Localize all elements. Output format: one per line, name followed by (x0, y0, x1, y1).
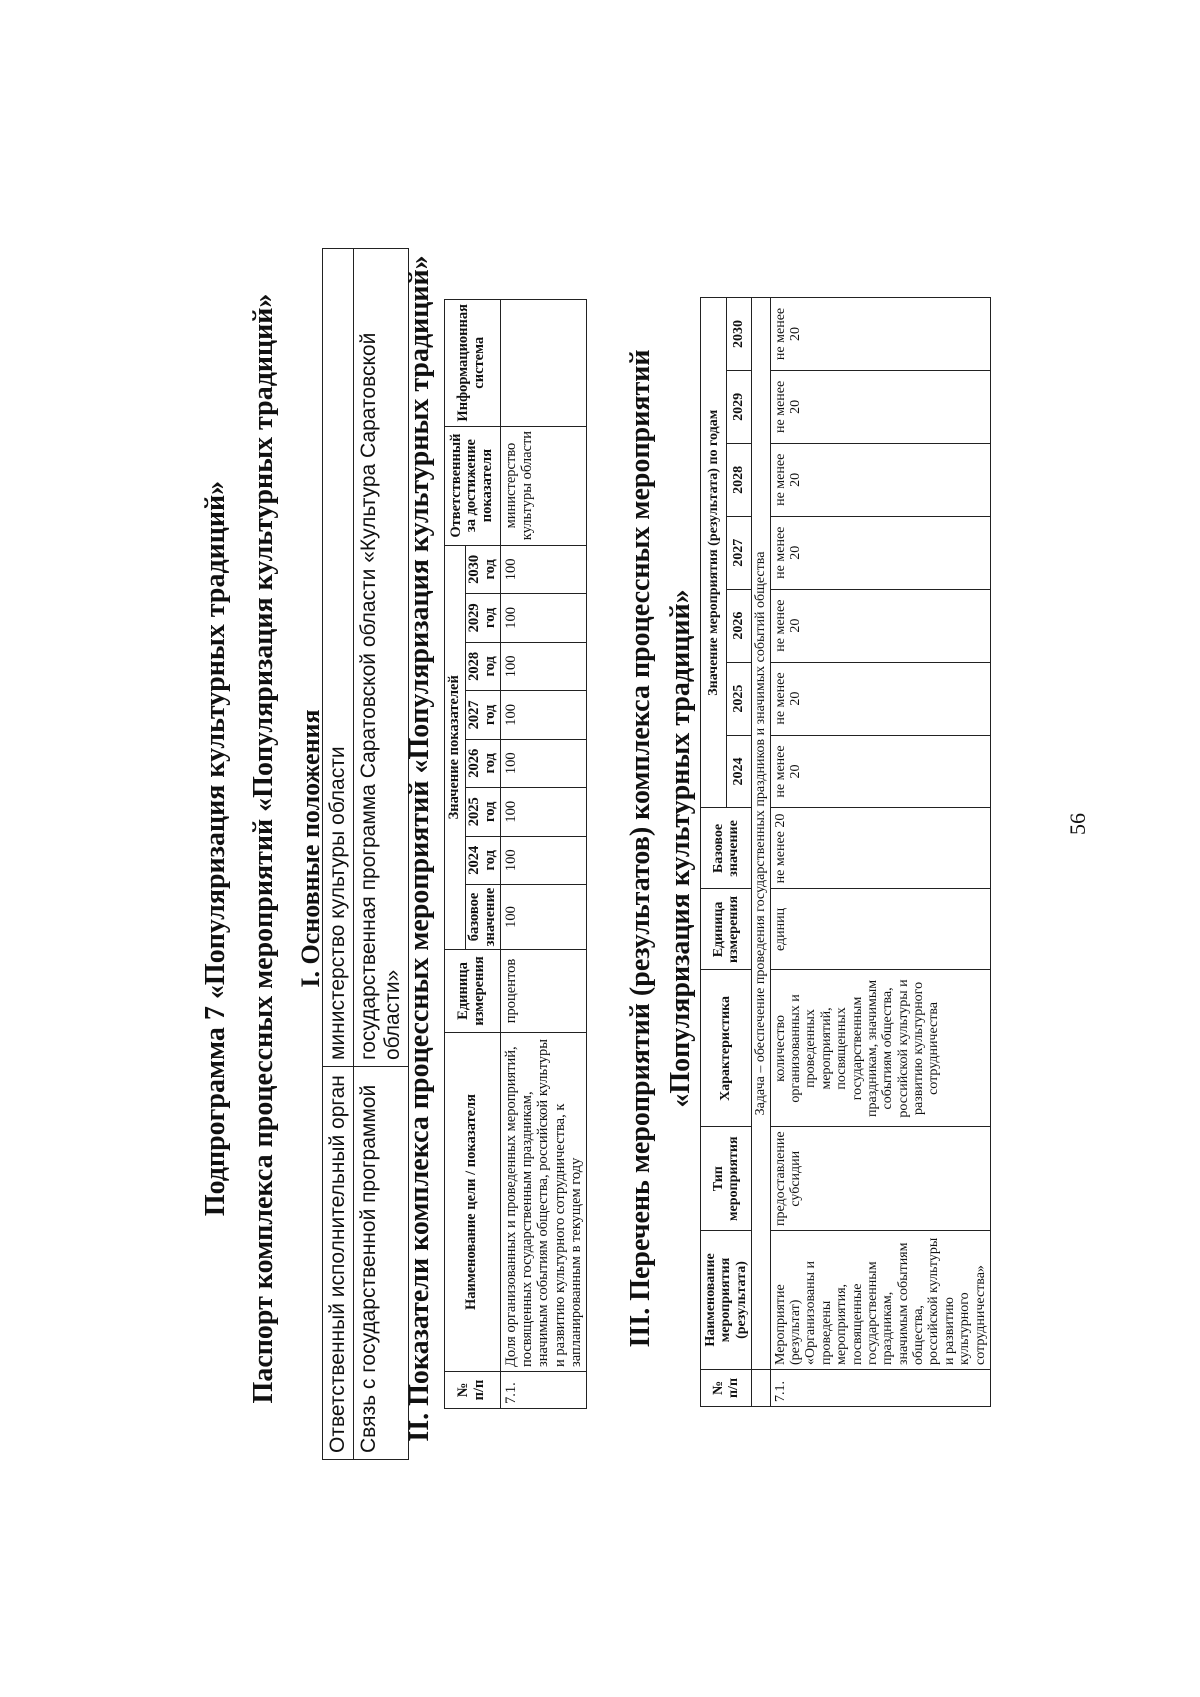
indicator-year-value: 100 (500, 545, 586, 594)
col-year-header: 2024 год (465, 836, 500, 884)
row-num: 7.1. (770, 1370, 990, 1407)
col-characteristic-header: Характеристика (701, 970, 752, 1127)
col-base-header: Базовое значение (701, 808, 752, 889)
col-year-header: 2028 (726, 443, 752, 516)
col-year-header: 2030 год (465, 545, 500, 594)
col-year-header: 2028 год (465, 642, 500, 690)
row-num: 7.1. (500, 1372, 586, 1409)
col-name-header: Наименование мероприятия (результата) (701, 1231, 752, 1370)
indicator-year-value: 100 (500, 739, 586, 787)
main-provisions-table (322, 248, 409, 1460)
table-row (500, 300, 586, 1409)
col-name-header: Наименование цели / показателя (445, 1033, 501, 1372)
activity-year-value: не менее 20 (770, 370, 990, 443)
section1-heading: I. Основные положения (296, 709, 325, 988)
col-year-header: 2025 год (465, 788, 500, 836)
activities-table (700, 297, 991, 1407)
col-unit-header: Единица измерения (445, 950, 501, 1033)
col-year-header: 2025 (726, 662, 752, 735)
section2-heading: II. Показатели комплекса процессных мероприятий «Популяризация культурных традиций» (404, 255, 435, 1442)
table-row (770, 298, 990, 1407)
col-type-header: Тип мероприятия (701, 1127, 752, 1231)
activity-year-value: не менее 20 (770, 298, 990, 371)
col-unit-header: Единица измерения (701, 889, 752, 970)
activity-year-value: не менее 20 (770, 589, 990, 662)
indicator-unit: процентов (500, 950, 586, 1033)
activity-year-value: не менее 20 (770, 443, 990, 516)
col-year-header: 2029 (726, 370, 752, 443)
indicator-responsible: министерство культуры области (500, 426, 586, 545)
task-spacer (752, 1370, 770, 1407)
task-text: Задача – обеспечение проведения государственных праздников и значимых событий общества (752, 298, 770, 1370)
activity-year-value: не менее 20 (770, 662, 990, 735)
section3-heading: III. Перечень мероприятий (результатов) комплекса процессных мероприятий (625, 349, 656, 1348)
indicator-year-value: 100 (500, 691, 586, 739)
col-year-header: 2024 (726, 735, 752, 808)
provision-value: министерство культуры области (323, 249, 354, 1067)
indicator-year-value: 100 (500, 594, 586, 642)
col-num-header: № п/п (701, 1370, 752, 1407)
table-row (354, 249, 409, 1460)
subprogram-title: Подпрограмма 7 «Популяризация культурных традиций» (200, 480, 231, 1217)
page-number: 56 (1065, 813, 1090, 835)
activity-year-value: не менее 20 (770, 735, 990, 808)
activity-name: Мероприятие (результат) «Организованы и проведены мероприятия, посвященные государственным праздникам, значимым событиям общества, российской культуры и развитию культурного сотрудничества» (770, 1231, 990, 1370)
col-year-header: 2026 (726, 589, 752, 662)
header-row (445, 300, 466, 1409)
col-year-header: 2030 (726, 298, 752, 371)
col-values-group-header: Значение мероприятия (результата) по годам (701, 298, 727, 808)
provision-value: государственная программа Саратовской области «Культура Саратовской области» (354, 249, 409, 1067)
col-num-header: № п/п (445, 1372, 501, 1409)
indicator-info-system (500, 300, 586, 427)
section3-subheading: «Популяризация культурных традиций» (665, 589, 696, 1108)
activity-base: не менее 20 (770, 808, 990, 889)
col-year-header: 2029 год (465, 594, 500, 642)
col-values-group-header: Значение показателей (445, 545, 466, 949)
indicator-base: 100 (500, 885, 586, 950)
table-row (323, 249, 354, 1460)
activity-characteristic: количество организованных и проведенных мероприятий, посвященных государственным праздникам, значимым событиям общества, российской культуры и развитию культурного сотрудничества (770, 970, 990, 1127)
col-year-header: 2026 год (465, 739, 500, 787)
provision-key: Ответственный исполнительный орган (323, 1067, 354, 1460)
col-year-header: 2027 (726, 516, 752, 589)
indicator-year-value: 100 (500, 788, 586, 836)
col-responsible-header: Ответственный за достижение показателя (445, 426, 501, 545)
indicator-year-value: 100 (500, 642, 586, 690)
provision-key: Связь с государственной программой (354, 1067, 409, 1460)
task-row (752, 298, 770, 1407)
col-year-header: 2027 год (465, 691, 500, 739)
indicators-table (444, 299, 587, 1409)
activity-unit: единиц (770, 889, 990, 970)
col-info-system-header: Информационная система (445, 300, 501, 427)
indicator-name: Доля организованных и проведенных мероприятий, посвященных государственным праздникам, значимым событиям общества, российской культуры и развитию культурного сотрудничества, к запланированным в текущем году (500, 1033, 586, 1372)
indicator-year-value: 100 (500, 836, 586, 884)
col-base-header: базовое значение (465, 885, 500, 950)
passport-title: Паспорт комплекса процессных мероприятий «Популяризация культурных традиций» (248, 293, 279, 1404)
header-row (701, 298, 727, 1407)
activity-year-value: не менее 20 (770, 516, 990, 589)
activity-type: предоставление субсидии (770, 1127, 990, 1231)
